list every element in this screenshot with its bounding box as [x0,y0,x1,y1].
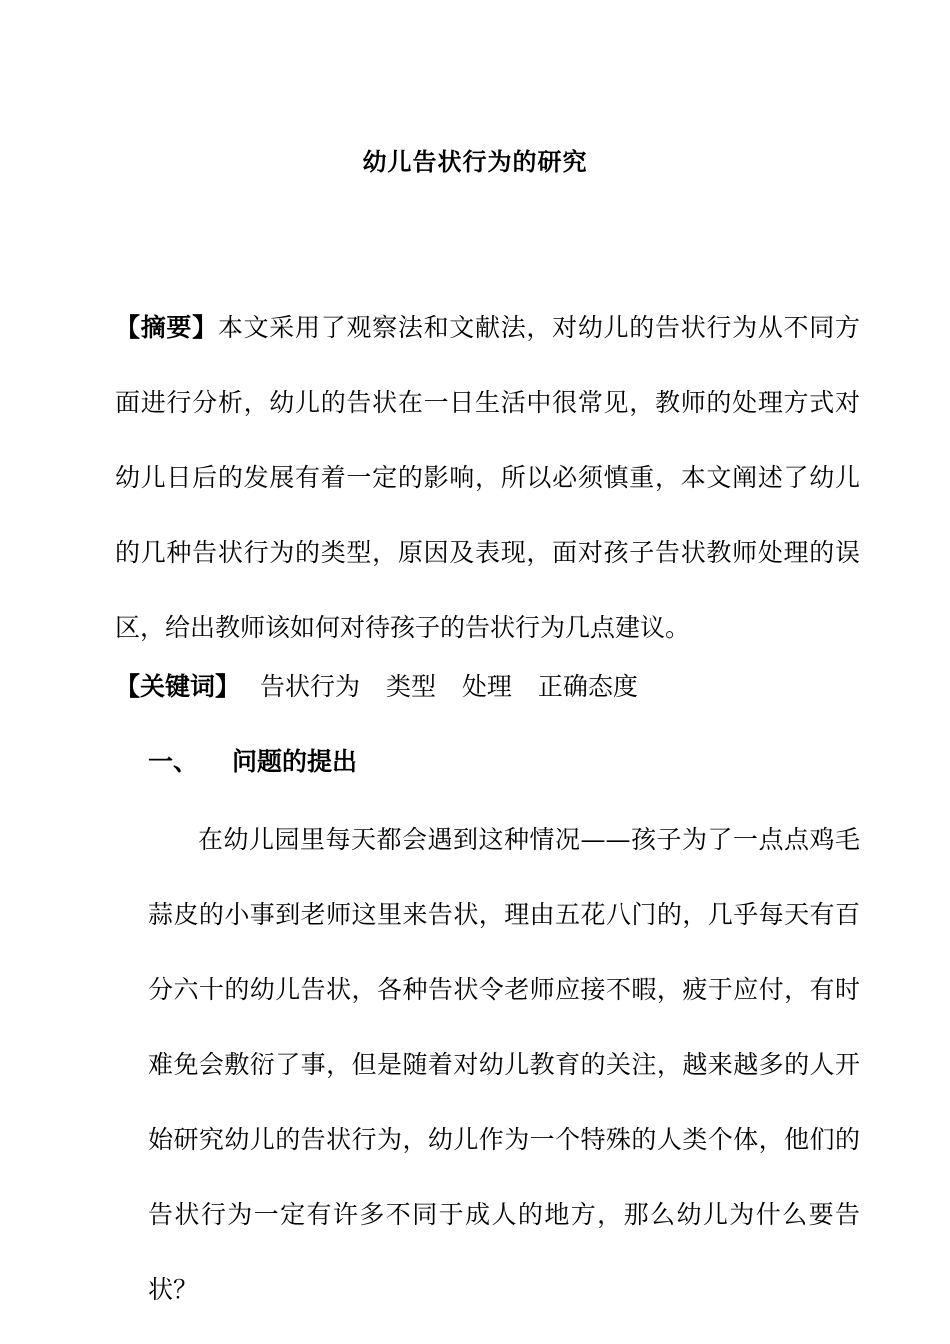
keyword-item: 正确态度 [537,672,638,701]
section-heading [148,738,357,786]
section-number: 一、 [148,747,199,776]
abstract-paragraph [115,290,860,665]
keywords-line [115,663,860,711]
body-paragraph: 在幼儿园里每天都会遇到这种情况——孩子为了一点点鸡毛蒜皮的小事到老师这里来告状，理由五花八门的，几乎每天有百分六十的幼儿告状，各种告状令老师应接不暇，疲于应付，有时难免会敷衍了事，但是随着对幼儿教育的关注，越来越多的人开始研究幼儿的告状行为，幼儿作为一个特殊的人类个体，他们的告状行为一定有许多不同于成人的地方，那么幼儿为什么要告状？ [148,825,860,1304]
keyword-item: 处理 [461,672,512,701]
document-title: 幼儿告状行为的研究 [362,147,588,176]
abstract-text: 本文采用了观察法和文献法，对幼儿的告状行为从不同方面进行分析，幼儿的告状在一日生活中很常见，教师的处理方式对幼儿日后的发展有着一定的影响，所以必须慎重，本文阐述了幼儿的几种告状行为的类型，原因及表现，面对孩子告状教师处理的误区，给出教师该如何对待孩子的告状行为几点建议。 [115,313,860,642]
keywords-label: 【关键词】 [115,672,241,701]
section-title: 问题的提出 [232,747,358,776]
abstract-label: 【摘要】 [115,313,218,342]
keyword-item: 告状行为 [259,672,360,701]
keyword-item: 类型 [385,672,436,701]
